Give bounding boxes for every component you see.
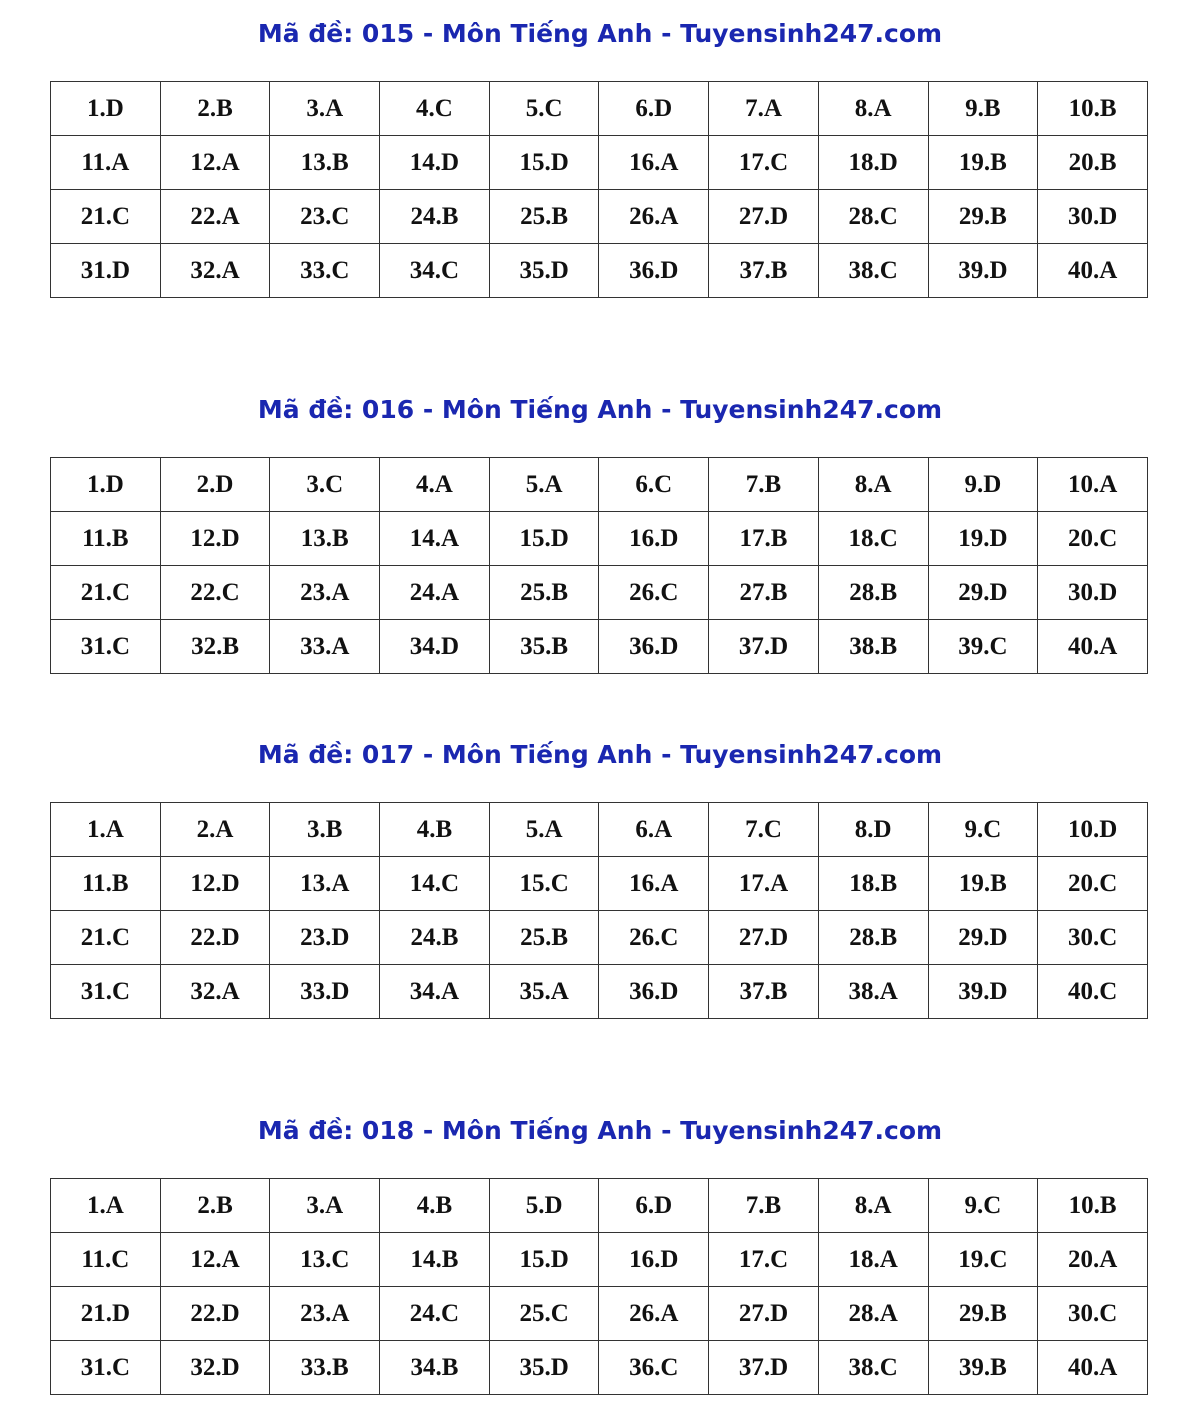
answer-cell: 35.D: [489, 244, 599, 298]
answer-cell: 5.A: [489, 803, 599, 857]
section-title: Mã đề: 018 - Môn Tiếng Anh - Tuyensinh247.com: [257, 1116, 943, 1145]
answer-cell: 6.C: [599, 458, 709, 512]
answer-cell: 21.C: [51, 911, 161, 965]
answer-cell: 22.A: [160, 190, 270, 244]
answer-cell: 15.D: [489, 1233, 599, 1287]
answer-cell: 7.B: [709, 1179, 819, 1233]
answer-cell: 30.D: [1038, 566, 1148, 620]
answer-cell: 38.C: [818, 244, 928, 298]
answer-cell: 36.C: [599, 1341, 709, 1395]
answer-cell: 1.D: [51, 458, 161, 512]
answer-cell: 21.C: [51, 566, 161, 620]
answer-cell: 36.D: [599, 965, 709, 1019]
answer-cell: 27.D: [709, 911, 819, 965]
answer-cell: 20.B: [1038, 136, 1148, 190]
table-row: [51, 566, 1148, 620]
answer-cell: 31.D: [51, 244, 161, 298]
table-row: [51, 512, 1148, 566]
answer-cell: 30.C: [1038, 1287, 1148, 1341]
answer-cell: 12.A: [160, 136, 270, 190]
answer-cell: 29.D: [928, 566, 1038, 620]
answer-cell: 18.A: [818, 1233, 928, 1287]
answer-cell: 3.B: [270, 803, 380, 857]
answer-cell: 31.C: [51, 1341, 161, 1395]
answer-cell: 17.C: [709, 136, 819, 190]
table-row: [51, 190, 1148, 244]
answer-cell: 28.B: [818, 566, 928, 620]
answer-cell: 36.D: [599, 244, 709, 298]
table-row: [51, 965, 1148, 1019]
answer-cell: 7.B: [709, 458, 819, 512]
answer-cell: 33.C: [270, 244, 380, 298]
answer-cell: 34.C: [380, 244, 490, 298]
answer-cell: 18.B: [818, 857, 928, 911]
section-title: Mã đề: 015 - Môn Tiếng Anh - Tuyensinh247.com: [257, 19, 943, 48]
answer-cell: 26.C: [599, 566, 709, 620]
answer-cell: 36.D: [599, 620, 709, 674]
answer-cell: 8.A: [818, 82, 928, 136]
answer-cell: 9.B: [928, 82, 1038, 136]
answer-cell: 32.B: [160, 620, 270, 674]
answer-cell: 1.A: [51, 803, 161, 857]
answer-table: [50, 81, 1148, 298]
answer-cell: 25.B: [489, 911, 599, 965]
answer-cell: 23.A: [270, 566, 380, 620]
answer-cell: 37.D: [709, 1341, 819, 1395]
answer-cell: 4.B: [380, 1179, 490, 1233]
answer-table: [50, 457, 1148, 674]
answer-cell: 2.B: [160, 1179, 270, 1233]
answer-cell: 15.D: [489, 512, 599, 566]
answer-cell: 10.D: [1038, 803, 1148, 857]
answer-cell: 39.D: [928, 965, 1038, 1019]
answer-cell: 38.A: [818, 965, 928, 1019]
answer-cell: 10.B: [1038, 1179, 1148, 1233]
answer-cell: 3.C: [270, 458, 380, 512]
answer-cell: 5.D: [489, 1179, 599, 1233]
answer-cell: 23.C: [270, 190, 380, 244]
answer-cell: 30.C: [1038, 911, 1148, 965]
answer-cell: 15.D: [489, 136, 599, 190]
answer-cell: 2.B: [160, 82, 270, 136]
answer-cell: 20.A: [1038, 1233, 1148, 1287]
answer-cell: 16.D: [599, 1233, 709, 1287]
answer-cell: 13.A: [270, 857, 380, 911]
answer-cell: 40.A: [1038, 1341, 1148, 1395]
answer-cell: 27.B: [709, 566, 819, 620]
answer-cell: 32.A: [160, 965, 270, 1019]
answer-cell: 16.D: [599, 512, 709, 566]
answer-cell: 21.C: [51, 190, 161, 244]
answer-cell: 33.B: [270, 1341, 380, 1395]
answer-cell: 33.A: [270, 620, 380, 674]
answer-cell: 32.A: [160, 244, 270, 298]
answer-cell: 2.A: [160, 803, 270, 857]
answer-cell: 26.C: [599, 911, 709, 965]
answer-cell: 13.B: [270, 512, 380, 566]
answer-cell: 16.A: [599, 136, 709, 190]
answer-cell: 1.D: [51, 82, 161, 136]
answer-cell: 27.D: [709, 1287, 819, 1341]
answer-cell: 34.A: [380, 965, 490, 1019]
answer-cell: 37.B: [709, 965, 819, 1019]
answer-cell: 19.C: [928, 1233, 1038, 1287]
answer-cell: 35.D: [489, 1341, 599, 1395]
answer-cell: 4.A: [380, 458, 490, 512]
answer-cell: 15.C: [489, 857, 599, 911]
section-title: Mã đề: 016 - Môn Tiếng Anh - Tuyensinh247.com: [257, 395, 943, 424]
answer-cell: 20.C: [1038, 857, 1148, 911]
answer-cell: 29.B: [928, 190, 1038, 244]
answer-cell: 12.D: [160, 512, 270, 566]
answer-cell: 7.A: [709, 82, 819, 136]
table-row: [51, 458, 1148, 512]
answer-cell: 25.C: [489, 1287, 599, 1341]
answer-cell: 25.B: [489, 566, 599, 620]
answer-cell: 39.D: [928, 244, 1038, 298]
answer-cell: 8.A: [818, 458, 928, 512]
answer-cell: 6.D: [599, 82, 709, 136]
answer-cell: 25.B: [489, 190, 599, 244]
answer-cell: 19.B: [928, 857, 1038, 911]
answer-cell: 29.D: [928, 911, 1038, 965]
answer-cell: 12.A: [160, 1233, 270, 1287]
answer-cell: 3.A: [270, 1179, 380, 1233]
answer-cell: 37.D: [709, 620, 819, 674]
answer-cell: 23.A: [270, 1287, 380, 1341]
answer-cell: 37.B: [709, 244, 819, 298]
answer-cell: 17.A: [709, 857, 819, 911]
answer-cell: 34.D: [380, 620, 490, 674]
answer-cell: 17.B: [709, 512, 819, 566]
answer-cell: 9.C: [928, 1179, 1038, 1233]
answer-cell: 39.C: [928, 620, 1038, 674]
answer-cell: 34.B: [380, 1341, 490, 1395]
answer-cell: 22.D: [160, 1287, 270, 1341]
answer-cell: 32.D: [160, 1341, 270, 1395]
answer-cell: 31.C: [51, 965, 161, 1019]
answer-cell: 26.A: [599, 190, 709, 244]
answer-cell: 29.B: [928, 1287, 1038, 1341]
answer-cell: 24.C: [380, 1287, 490, 1341]
answer-cell: 7.C: [709, 803, 819, 857]
answer-cell: 18.C: [818, 512, 928, 566]
answer-cell: 6.A: [599, 803, 709, 857]
answer-cell: 30.D: [1038, 190, 1148, 244]
answer-cell: 11.B: [51, 512, 161, 566]
answer-cell: 19.B: [928, 136, 1038, 190]
answer-cell: 11.B: [51, 857, 161, 911]
answer-cell: 28.C: [818, 190, 928, 244]
answer-cell: 28.B: [818, 911, 928, 965]
answer-cell: 26.A: [599, 1287, 709, 1341]
answer-cell: 9.C: [928, 803, 1038, 857]
answer-cell: 5.A: [489, 458, 599, 512]
answer-cell: 10.A: [1038, 458, 1148, 512]
answer-cell: 1.A: [51, 1179, 161, 1233]
answer-cell: 31.C: [51, 620, 161, 674]
answer-cell: 21.D: [51, 1287, 161, 1341]
answer-cell: 6.D: [599, 1179, 709, 1233]
answer-cell: 5.C: [489, 82, 599, 136]
answer-cell: 39.B: [928, 1341, 1038, 1395]
section-title: Mã đề: 017 - Môn Tiếng Anh - Tuyensinh247.com: [257, 740, 943, 769]
answer-cell: 35.B: [489, 620, 599, 674]
answer-cell: 10.B: [1038, 82, 1148, 136]
answer-cell: 23.D: [270, 911, 380, 965]
answer-cell: 24.B: [380, 190, 490, 244]
answer-cell: 19.D: [928, 512, 1038, 566]
table-row: [51, 82, 1148, 136]
answer-cell: 13.B: [270, 136, 380, 190]
answer-cell: 12.D: [160, 857, 270, 911]
table-row: [51, 1341, 1148, 1395]
answer-cell: 4.B: [380, 803, 490, 857]
answer-cell: 13.C: [270, 1233, 380, 1287]
answer-cell: 17.C: [709, 1233, 819, 1287]
answer-cell: 24.B: [380, 911, 490, 965]
answer-table: [50, 1178, 1148, 1395]
answer-cell: 40.C: [1038, 965, 1148, 1019]
answer-cell: 8.D: [818, 803, 928, 857]
answer-table: [50, 802, 1148, 1019]
table-row: [51, 911, 1148, 965]
table-row: [51, 244, 1148, 298]
answer-cell: 22.C: [160, 566, 270, 620]
answer-cell: 38.C: [818, 1341, 928, 1395]
answer-cell: 18.D: [818, 136, 928, 190]
answer-cell: 16.A: [599, 857, 709, 911]
answer-cell: 4.C: [380, 82, 490, 136]
table-row: [51, 1233, 1148, 1287]
table-row: [51, 136, 1148, 190]
answer-cell: 11.A: [51, 136, 161, 190]
table-row: [51, 1179, 1148, 1233]
answer-cell: 9.D: [928, 458, 1038, 512]
answer-cell: 24.A: [380, 566, 490, 620]
answer-cell: 14.D: [380, 136, 490, 190]
table-row: [51, 803, 1148, 857]
answer-cell: 14.C: [380, 857, 490, 911]
table-row: [51, 620, 1148, 674]
answer-cell: 20.C: [1038, 512, 1148, 566]
answer-cell: 8.A: [818, 1179, 928, 1233]
answer-cell: 27.D: [709, 190, 819, 244]
answer-cell: 14.B: [380, 1233, 490, 1287]
answer-cell: 40.A: [1038, 244, 1148, 298]
answer-cell: 38.B: [818, 620, 928, 674]
answer-cell: 22.D: [160, 911, 270, 965]
table-row: [51, 857, 1148, 911]
answer-cell: 14.A: [380, 512, 490, 566]
answer-cell: 33.D: [270, 965, 380, 1019]
answer-cell: 2.D: [160, 458, 270, 512]
answer-cell: 40.A: [1038, 620, 1148, 674]
table-row: [51, 1287, 1148, 1341]
answer-cell: 11.C: [51, 1233, 161, 1287]
answer-cell: 35.A: [489, 965, 599, 1019]
answer-cell: 3.A: [270, 82, 380, 136]
answer-cell: 28.A: [818, 1287, 928, 1341]
